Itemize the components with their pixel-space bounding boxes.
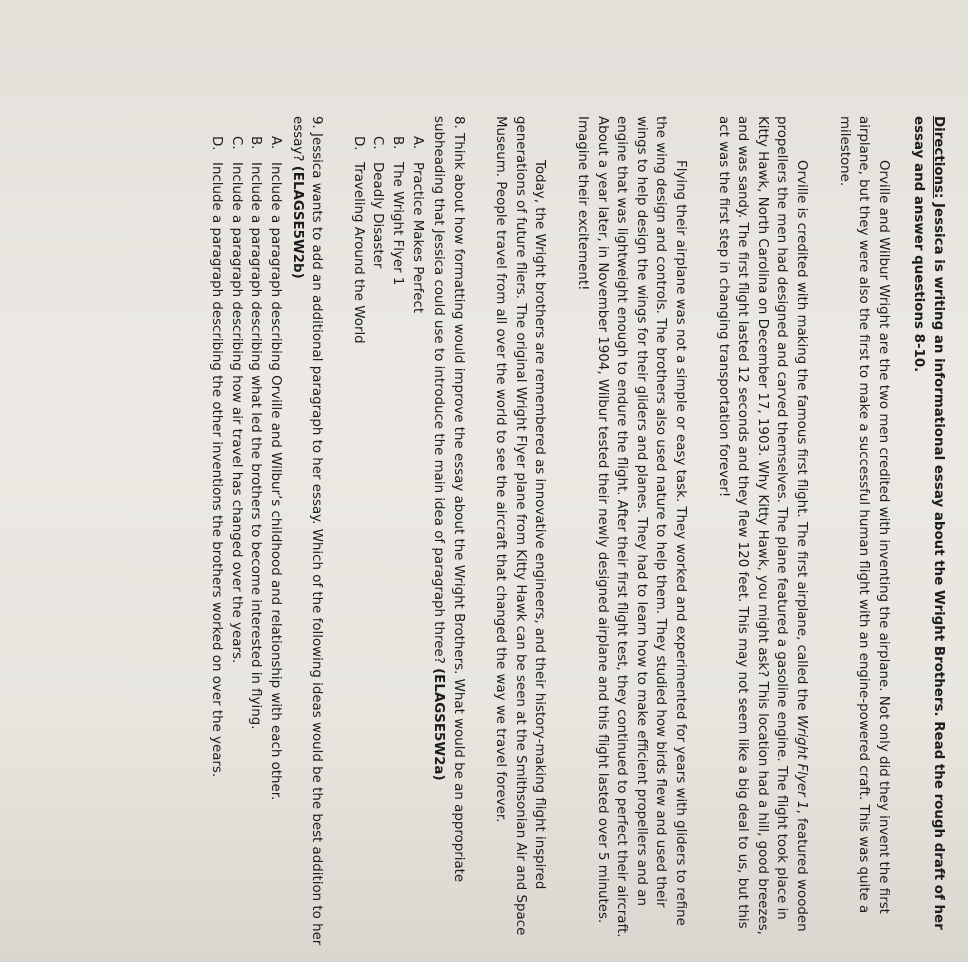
- essay-paragraph-2: [713, 116, 811, 946]
- choice-letter: B.: [389, 136, 405, 150]
- choice-letter: B.: [248, 136, 264, 150]
- choice-text: Deadly Disaster: [370, 162, 386, 269]
- question-9-choices: [207, 116, 285, 946]
- question-8-choice-b: [387, 136, 407, 946]
- question-8-choice-c: [368, 136, 388, 946]
- directions-label: Directions:: [931, 116, 946, 199]
- choice-letter: D.: [209, 136, 225, 151]
- question-9-standard: (ELAGSE5W2b): [289, 165, 305, 279]
- question-9-choice-d: [207, 136, 227, 946]
- question-8-choice-d: [348, 136, 368, 946]
- directions: [909, 116, 948, 946]
- choice-text: Traveling Around the World: [350, 162, 366, 344]
- choice-text: Practice Makes Perfect: [409, 162, 425, 314]
- choice-letter: D.: [350, 136, 366, 151]
- choice-text: Include a paragraph describing the other inventions the brothers worked on over the years.: [209, 162, 225, 778]
- question-9-choice-b: [246, 136, 266, 946]
- question-8: [348, 116, 468, 946]
- choice-letter: C.: [228, 136, 244, 150]
- essay-paragraph-1: Orville and Wilbur Wright are the two men credited with inventing the airplane. Not only did they invent the first airplane, but they were also the first to make a successful human flight with an engine-powered craft. This was quite a milestone.: [836, 116, 891, 914]
- choice-text: Include a paragraph describing Orville and Wilbur’s childhood and relationship with each other.: [267, 162, 283, 801]
- question-8-standard: (ELAGSE5W2a): [431, 668, 447, 781]
- question-9: [207, 116, 327, 946]
- question-9-text: 9. Jessica wants to add an additional paragraph to her essay. Which of the following ideas would be the best addition to her essay?: [289, 116, 325, 946]
- question-9-choice-c: [226, 136, 246, 946]
- worksheet-content: [185, 116, 948, 946]
- choice-letter: A.: [409, 136, 425, 150]
- choice-letter: A.: [267, 136, 283, 150]
- choice-text: Include a paragraph describing what led the brothers to become interested in flying.: [248, 162, 264, 730]
- question-9-choice-a: [265, 136, 285, 946]
- choice-text: The Wright Flyer 1: [389, 162, 405, 286]
- directions-text: Jessica is writing an informational essay about the Wright Brothers. Read the rough draft of her essay and answer questions 8-10.: [911, 116, 946, 930]
- essay-paragraph-4: Today, the Wright brothers are remembered as innovative engineers, and their history-making flight inspired generations of future fliers. The original Wright Flyer plane from Kitty Hawk can be seen at the Smithsonian Air and Space Museum. People travel from all over the world to see the aircraft that changed the way we travel forever.: [493, 116, 548, 936]
- choice-letter: C.: [370, 136, 386, 150]
- essay-paragraph-2-end: , featured wooden propellers the men had designed and carved themselves. The plane featured a gasoline engine. The flight took place in Kitty Hawk, North Carolina on December 17, 1903. Why Kitty Hawk, you might ask? This location had a hill, good breezes, and was sandy. The first flight lasted 12 seconds and they flew 120 feet. This may not seem like a big deal to us, but this act was the first step in changing transportation forever!: [715, 116, 810, 935]
- plane-name-italic: Wright Flyer 1: [794, 714, 810, 810]
- essay-paragraph-3: Flying their airplane was not a simple or easy task. They worked and experimented for years with gliders to refine the wing design and controls. The brothers also used nature to help them. They studied how birds flew and used their wings to help design the wings for their gliders and planes. They had to learn how to make efficient propellers and an engine that was lightweight enough to endure the flight. After their first flight test, they continued to perfect their aircraft. About a year later, in November 1904, Wilbur tested their newly designed airplane and this flight lasted over 5 minutes. Imagine their excitement!: [575, 116, 689, 938]
- question-8-prompt: [429, 116, 468, 946]
- choice-text: Include a paragraph describing how air travel has changed over the years.: [228, 162, 244, 664]
- question-8-text: 8. Think about how formatting would improve the essay about the Wright Brothers. What would be an appropriate subheading that Jessica could use to introduce the main idea of paragraph three?: [431, 116, 466, 883]
- essay-paragraph-2-start: Orville is credited with making the famous first flight. The first airplane, called the: [794, 160, 810, 715]
- question-8-choices: [348, 116, 426, 946]
- question-9-prompt: [287, 116, 326, 946]
- question-8-choice-a: [407, 136, 427, 946]
